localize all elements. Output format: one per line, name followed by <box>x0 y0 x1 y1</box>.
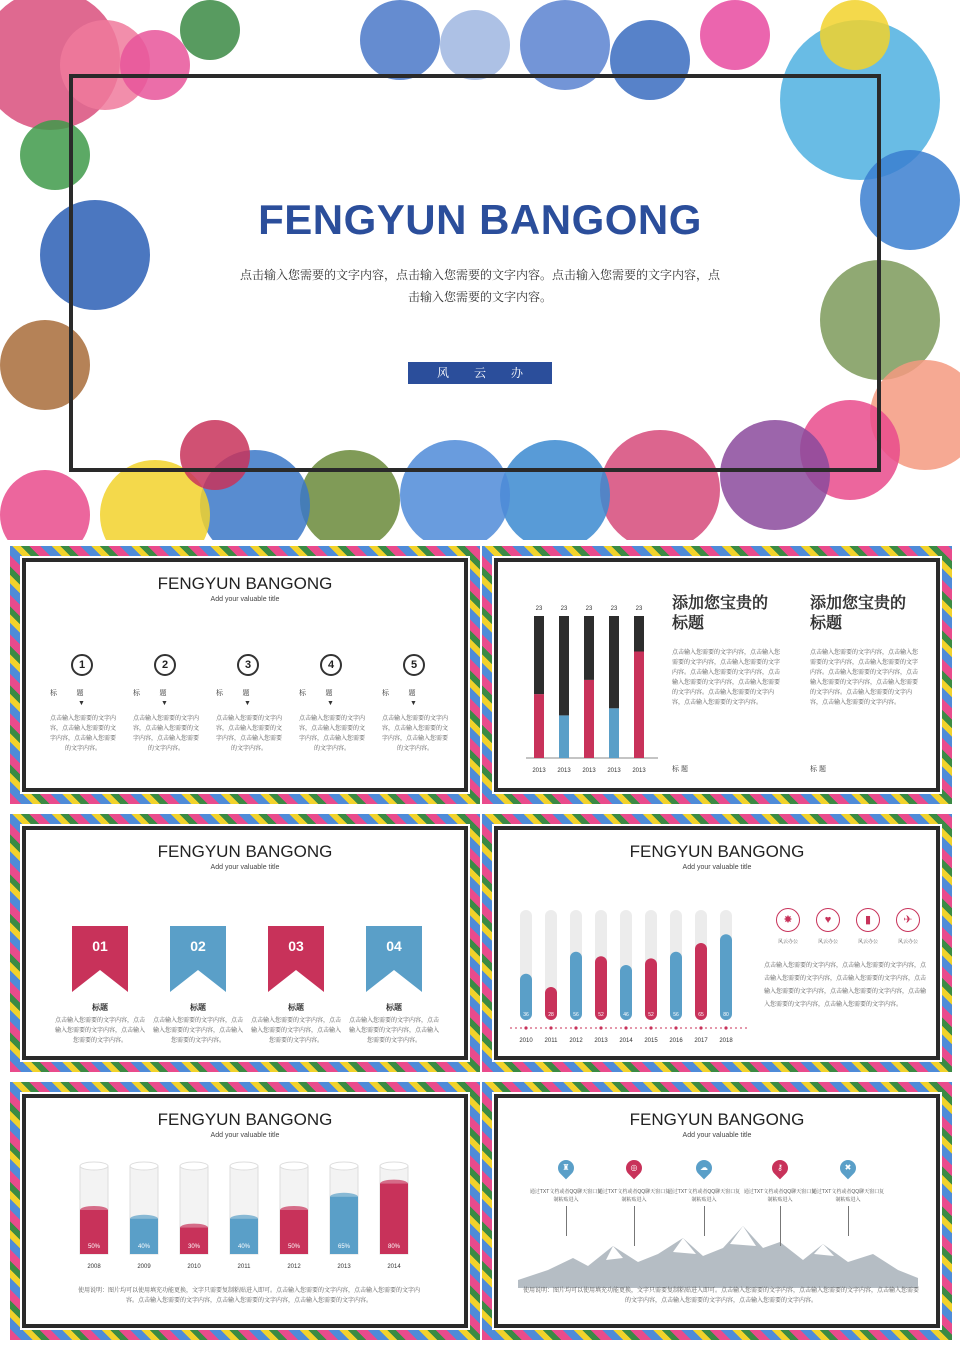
tick-label: 2008 <box>87 1264 101 1270</box>
ribbon-text: 点击输入您需要的文字内容，点击输入您需要的文字内容，点击输入您需要的文字内容。 <box>250 1018 341 1044</box>
axis-dot <box>574 1026 577 1029</box>
tick-label: 2012 <box>569 1038 583 1044</box>
icon-label: 风云办公 <box>857 939 878 945</box>
bar-segment <box>534 616 544 694</box>
tick-label: 2013 <box>557 768 571 774</box>
value-label: 80% <box>387 1244 401 1250</box>
value-label: 23 <box>585 606 593 612</box>
flower-blob <box>180 0 240 60</box>
heart-icon[interactable]: ♥ <box>816 908 840 932</box>
pin-line <box>566 1206 567 1236</box>
footer-label-2: 标 题 <box>810 766 826 773</box>
cover-button[interactable]: 风云办公 <box>408 362 552 384</box>
ribbon-label: 标题 <box>92 1003 108 1012</box>
step-number-badge: 5 <box>403 654 425 676</box>
value-label: 28 <box>548 1012 554 1018</box>
tick-label: 2012 <box>287 1264 301 1270</box>
bar-segment <box>634 616 644 652</box>
slide-title: FENGYUN BANGONG <box>157 574 333 593</box>
tick-label: 2018 <box>719 1038 733 1044</box>
flower-blob <box>820 0 890 70</box>
arrow-down-icon: ▼ <box>78 700 85 707</box>
ribbon-banner <box>366 926 422 992</box>
stacked-bar-chart <box>518 592 668 787</box>
step-label: 标 题 <box>133 690 167 697</box>
step-number-badge: 4 <box>320 654 342 676</box>
value-label: 52 <box>598 1012 604 1018</box>
flower-blob <box>700 0 770 70</box>
ribbon-label: 标题 <box>288 1003 304 1012</box>
step-text: 点击输入您需要的文字内容，点击输入您需要的文字内容，点击输入您需要的文字内容。 <box>133 716 200 752</box>
ribbon-banner <box>268 926 324 992</box>
tick-label: 2014 <box>387 1264 401 1270</box>
bar <box>670 952 682 1020</box>
axis-dot <box>624 1026 627 1029</box>
axis-dot <box>524 1026 527 1029</box>
step-number-badge: 2 <box>154 654 176 676</box>
pin-text: 通过TXT文档或者QQ聊天窗口复制粘贴进入 <box>811 1189 885 1203</box>
value-label: 23 <box>535 606 543 612</box>
icon-label: 风云办公 <box>897 939 918 945</box>
value-label: 56 <box>573 1012 579 1018</box>
value-label: 23 <box>635 606 643 612</box>
slide-title: FENGYUN BANGONG <box>157 842 333 861</box>
cylinder-top <box>380 1162 408 1170</box>
value-label: 36 <box>523 1012 529 1018</box>
axis-dot <box>549 1026 552 1029</box>
step-label: 标 题 <box>382 690 416 697</box>
bar-segment <box>534 694 544 758</box>
bar-segment <box>559 715 569 758</box>
bar <box>695 943 707 1020</box>
tick-label: 2010 <box>187 1264 201 1270</box>
axis-dot <box>724 1026 727 1029</box>
slide-subtitle: Add your valuable title <box>210 596 280 603</box>
slide-mountains[interactable] <box>482 1082 952 1340</box>
tick-label: 2011 <box>544 1038 558 1044</box>
tick-label: 2015 <box>644 1038 658 1044</box>
slide-subtitle: Add your valuable title <box>682 864 752 871</box>
tick-label: 2016 <box>669 1038 683 1044</box>
step-number-badge: 3 <box>237 654 259 676</box>
cover-subtitle: 点击输入您需要的文字内容，点击输入您需要的文字内容。点击输入您需要的文字内容，点击输入您需要的文字内容。 <box>239 268 720 304</box>
tick-label: 2013 <box>632 768 646 774</box>
ribbon-label: 标题 <box>190 1003 206 1012</box>
slide-pill-chart[interactable] <box>482 814 952 1072</box>
step-text: 点击输入您需要的文字内容，点击输入您需要的文字内容，点击输入您需要的文字内容。 <box>216 716 283 752</box>
value-label: 23 <box>610 606 618 612</box>
tick-label: 2013 <box>532 768 546 774</box>
bar-segment <box>584 680 594 758</box>
value-label: 50% <box>287 1244 301 1250</box>
tick-label: 2013 <box>337 1264 351 1270</box>
bar <box>645 958 657 1020</box>
arrow-down-icon: ▼ <box>161 700 168 707</box>
cylinder-fill-top <box>380 1180 408 1188</box>
slide-title: FENGYUN BANGONG <box>629 1110 805 1129</box>
pin-text: 通过TXT文档或者QQ聊天窗口复制粘贴进入 <box>529 1189 603 1203</box>
step-text: 点击输入您需要的文字内容，点击输入您需要的文字内容，点击输入您需要的文字内容。 <box>382 716 449 752</box>
cylinder-chart <box>66 1158 436 1278</box>
value-label: 56 <box>673 1012 679 1018</box>
slide-title: FENGYUN BANGONG <box>629 842 805 861</box>
cover-title: FENGYUN BANGONG <box>258 196 702 243</box>
cylinder-top <box>180 1162 208 1170</box>
value-label: 30% <box>187 1244 201 1250</box>
value-label: 46 <box>623 1012 629 1018</box>
sun-icon[interactable]: ✸ <box>776 908 800 932</box>
pin-line <box>704 1206 705 1236</box>
value-label: 40% <box>137 1244 151 1250</box>
ribbon-text: 点击输入您需要的文字内容，点击输入您需要的文字内容，点击输入您需要的文字内容。 <box>54 1018 145 1044</box>
bar <box>570 952 582 1020</box>
ribbon-text: 点击输入您需要的文字内容，点击输入您需要的文字内容，点击输入您需要的文字内容。 <box>348 1018 439 1044</box>
value-label: 23 <box>560 606 568 612</box>
slide-stacked-chart[interactable] <box>482 546 952 804</box>
pin-glyph: ◎ <box>630 1163 638 1172</box>
cylinder-fill-top <box>330 1193 358 1201</box>
arrow-down-icon: ▼ <box>327 700 334 707</box>
tick-label: 2010 <box>519 1038 533 1044</box>
tick-label: 2013 <box>607 768 621 774</box>
step-label: 标 题 <box>299 690 333 697</box>
tick-label: 2013 <box>594 1038 608 1044</box>
heading-2: 添加您宝贵的标题 <box>810 595 907 632</box>
flower-blob <box>0 470 90 540</box>
axis-dot <box>699 1026 702 1029</box>
slide-title: FENGYUN BANGONG <box>157 1110 333 1129</box>
slide-ribbons[interactable] <box>10 814 480 1072</box>
slide-cylinder-chart[interactable] <box>10 1082 480 1340</box>
step-text: 点击输入您需要的文字内容，点击输入您需要的文字内容，点击输入您需要的文字内容。 <box>299 716 366 752</box>
flower-blob <box>360 0 440 80</box>
pin-line <box>780 1206 781 1246</box>
pin-text: 通过TXT文档或者QQ聊天窗口复制粘贴进入 <box>743 1189 817 1203</box>
flower-blob <box>440 10 510 80</box>
usage-note: 使用说明：图片均可以使用填充功能更换，文字只需要复制粘贴进入即可。点击输入您需要的文字内容，点击输入您需要的文字内容，点击输入您需要的文字内容，点击输入您需要的文字内容，点击输入您需要的文字内容。 <box>522 1288 919 1304</box>
value-label: 40% <box>237 1244 251 1250</box>
icon-label: 风云办公 <box>817 939 838 945</box>
pin-line <box>634 1206 635 1246</box>
step-label: 标 题 <box>216 690 250 697</box>
body-text-2: 点击输入您需要的文字内容，点击输入您需要的文字内容，点击输入您需要的文字内容。点击输入您需要的文字内容，点击输入您需要的文字内容，点击输入您需要的文字内容。点击输入您需要的文字内容，点击输入您需要的文字内容。 <box>810 650 919 706</box>
cylinder-top <box>80 1162 108 1170</box>
bar <box>720 934 732 1020</box>
pin-text: 通过TXT文档或者QQ聊天窗口复制粘贴进入 <box>667 1189 741 1203</box>
plane-icon[interactable]: ✈ <box>896 908 920 932</box>
footer-label-1: 标 题 <box>672 766 688 773</box>
slide-subtitle: Add your valuable title <box>210 1132 280 1139</box>
value-label: 52 <box>648 1012 654 1018</box>
tick-label: 2014 <box>619 1038 633 1044</box>
value-label: 65% <box>337 1244 351 1250</box>
pill-bar-chart <box>506 900 756 1050</box>
value-label: 80 <box>723 1012 729 1018</box>
bar-segment <box>634 652 644 759</box>
tick-label: 2017 <box>694 1038 708 1044</box>
bar-segment <box>609 708 619 758</box>
ribbon-number: 01 <box>92 938 108 954</box>
step-label: 标 题 <box>50 690 84 697</box>
tick-label: 2013 <box>582 768 596 774</box>
cylinder-top <box>280 1162 308 1170</box>
ribbon-label: 标题 <box>386 1003 402 1012</box>
step-text: 点击输入您需要的文字内容，点击输入您需要的文字内容，点击输入您需要的文字内容。 <box>50 716 117 752</box>
ribbon-number: 04 <box>386 938 402 954</box>
ribbon-number: 02 <box>190 938 206 954</box>
ribbon-number: 03 <box>288 938 304 954</box>
bar <box>595 956 607 1020</box>
ribbon-banner <box>170 926 226 992</box>
axis-dot <box>674 1026 677 1029</box>
pin-text: 通过TXT文档或者QQ聊天窗口复制粘贴进入 <box>597 1189 671 1203</box>
cylinder-fill-top <box>280 1206 308 1214</box>
cylinder-fill-top <box>230 1215 258 1223</box>
tick-label: 2009 <box>137 1264 151 1270</box>
axis-dot <box>599 1026 602 1029</box>
slide-subtitle: Add your valuable title <box>210 864 280 871</box>
tick-label: 2011 <box>237 1264 251 1270</box>
ribbon-text: 点击输入您需要的文字内容，点击输入您需要的文字内容，点击输入您需要的文字内容。 <box>152 1018 243 1044</box>
pin-glyph: ⚷ <box>777 1163 783 1172</box>
cylinder-top <box>130 1162 158 1170</box>
arrow-down-icon: ▼ <box>244 700 251 707</box>
icon-label: 风云办公 <box>777 939 798 945</box>
mountain-image <box>518 1218 918 1288</box>
value-label: 65 <box>698 1012 704 1018</box>
usage-note: 使用说明：图片均可以使用填充功能更换，文字只需要复制粘贴进入即可。点击输入您需要的文字内容，点击输入您需要的文字内容。点击输入您需要的文字内容，点击输入您需要的文字内容，点击输入您需要的文字内容。 <box>77 1288 420 1304</box>
cylinder-fill-top <box>130 1215 158 1223</box>
cylinder-fill-top <box>80 1206 108 1214</box>
battery-icon[interactable]: ▮ <box>856 908 880 932</box>
cover-slide <box>0 0 960 540</box>
bar-segment <box>584 616 594 680</box>
arrow-down-icon: ▼ <box>410 700 417 707</box>
pin-glyph: ☁ <box>700 1163 708 1172</box>
pin-glyph: ✖ <box>844 1163 852 1172</box>
ribbon-banner <box>72 926 128 992</box>
slide-subtitle: Add your valuable title <box>682 1132 752 1139</box>
value-label: 50% <box>87 1244 101 1250</box>
slide-steps[interactable] <box>10 546 480 804</box>
step-number-badge: 1 <box>71 654 93 676</box>
cylinder-top <box>330 1162 358 1170</box>
body-text: 点击输入您需要的文字内容，点击输入您需要的文字内容，点击输入您需要的文字内容，点击输入您需要的文字内容，点击输入您需要的文字内容，点击输入您需要的文字内容，点击输入您需要的文字内容，点击输入您需要的文字内容。 <box>764 963 927 1008</box>
cylinder-top <box>230 1162 258 1170</box>
cylinder-fill-top <box>180 1224 208 1232</box>
bar-segment <box>609 616 619 708</box>
axis-dot <box>649 1026 652 1029</box>
pin-glyph: ♜ <box>562 1163 570 1172</box>
pin-line <box>848 1206 849 1236</box>
heading-1: 添加您宝贵的标题 <box>672 595 769 632</box>
bar-segment <box>559 616 569 715</box>
body-text-1: 点击输入您需要的文字内容，点击输入您需要的文字内容，点击输入您需要的文字内容。点击输入您需要的文字内容，点击输入您需要的文字内容，点击输入您需要的文字内容。点击输入您需要的文字内容，点击输入您需要的文字内容。 <box>672 650 781 706</box>
